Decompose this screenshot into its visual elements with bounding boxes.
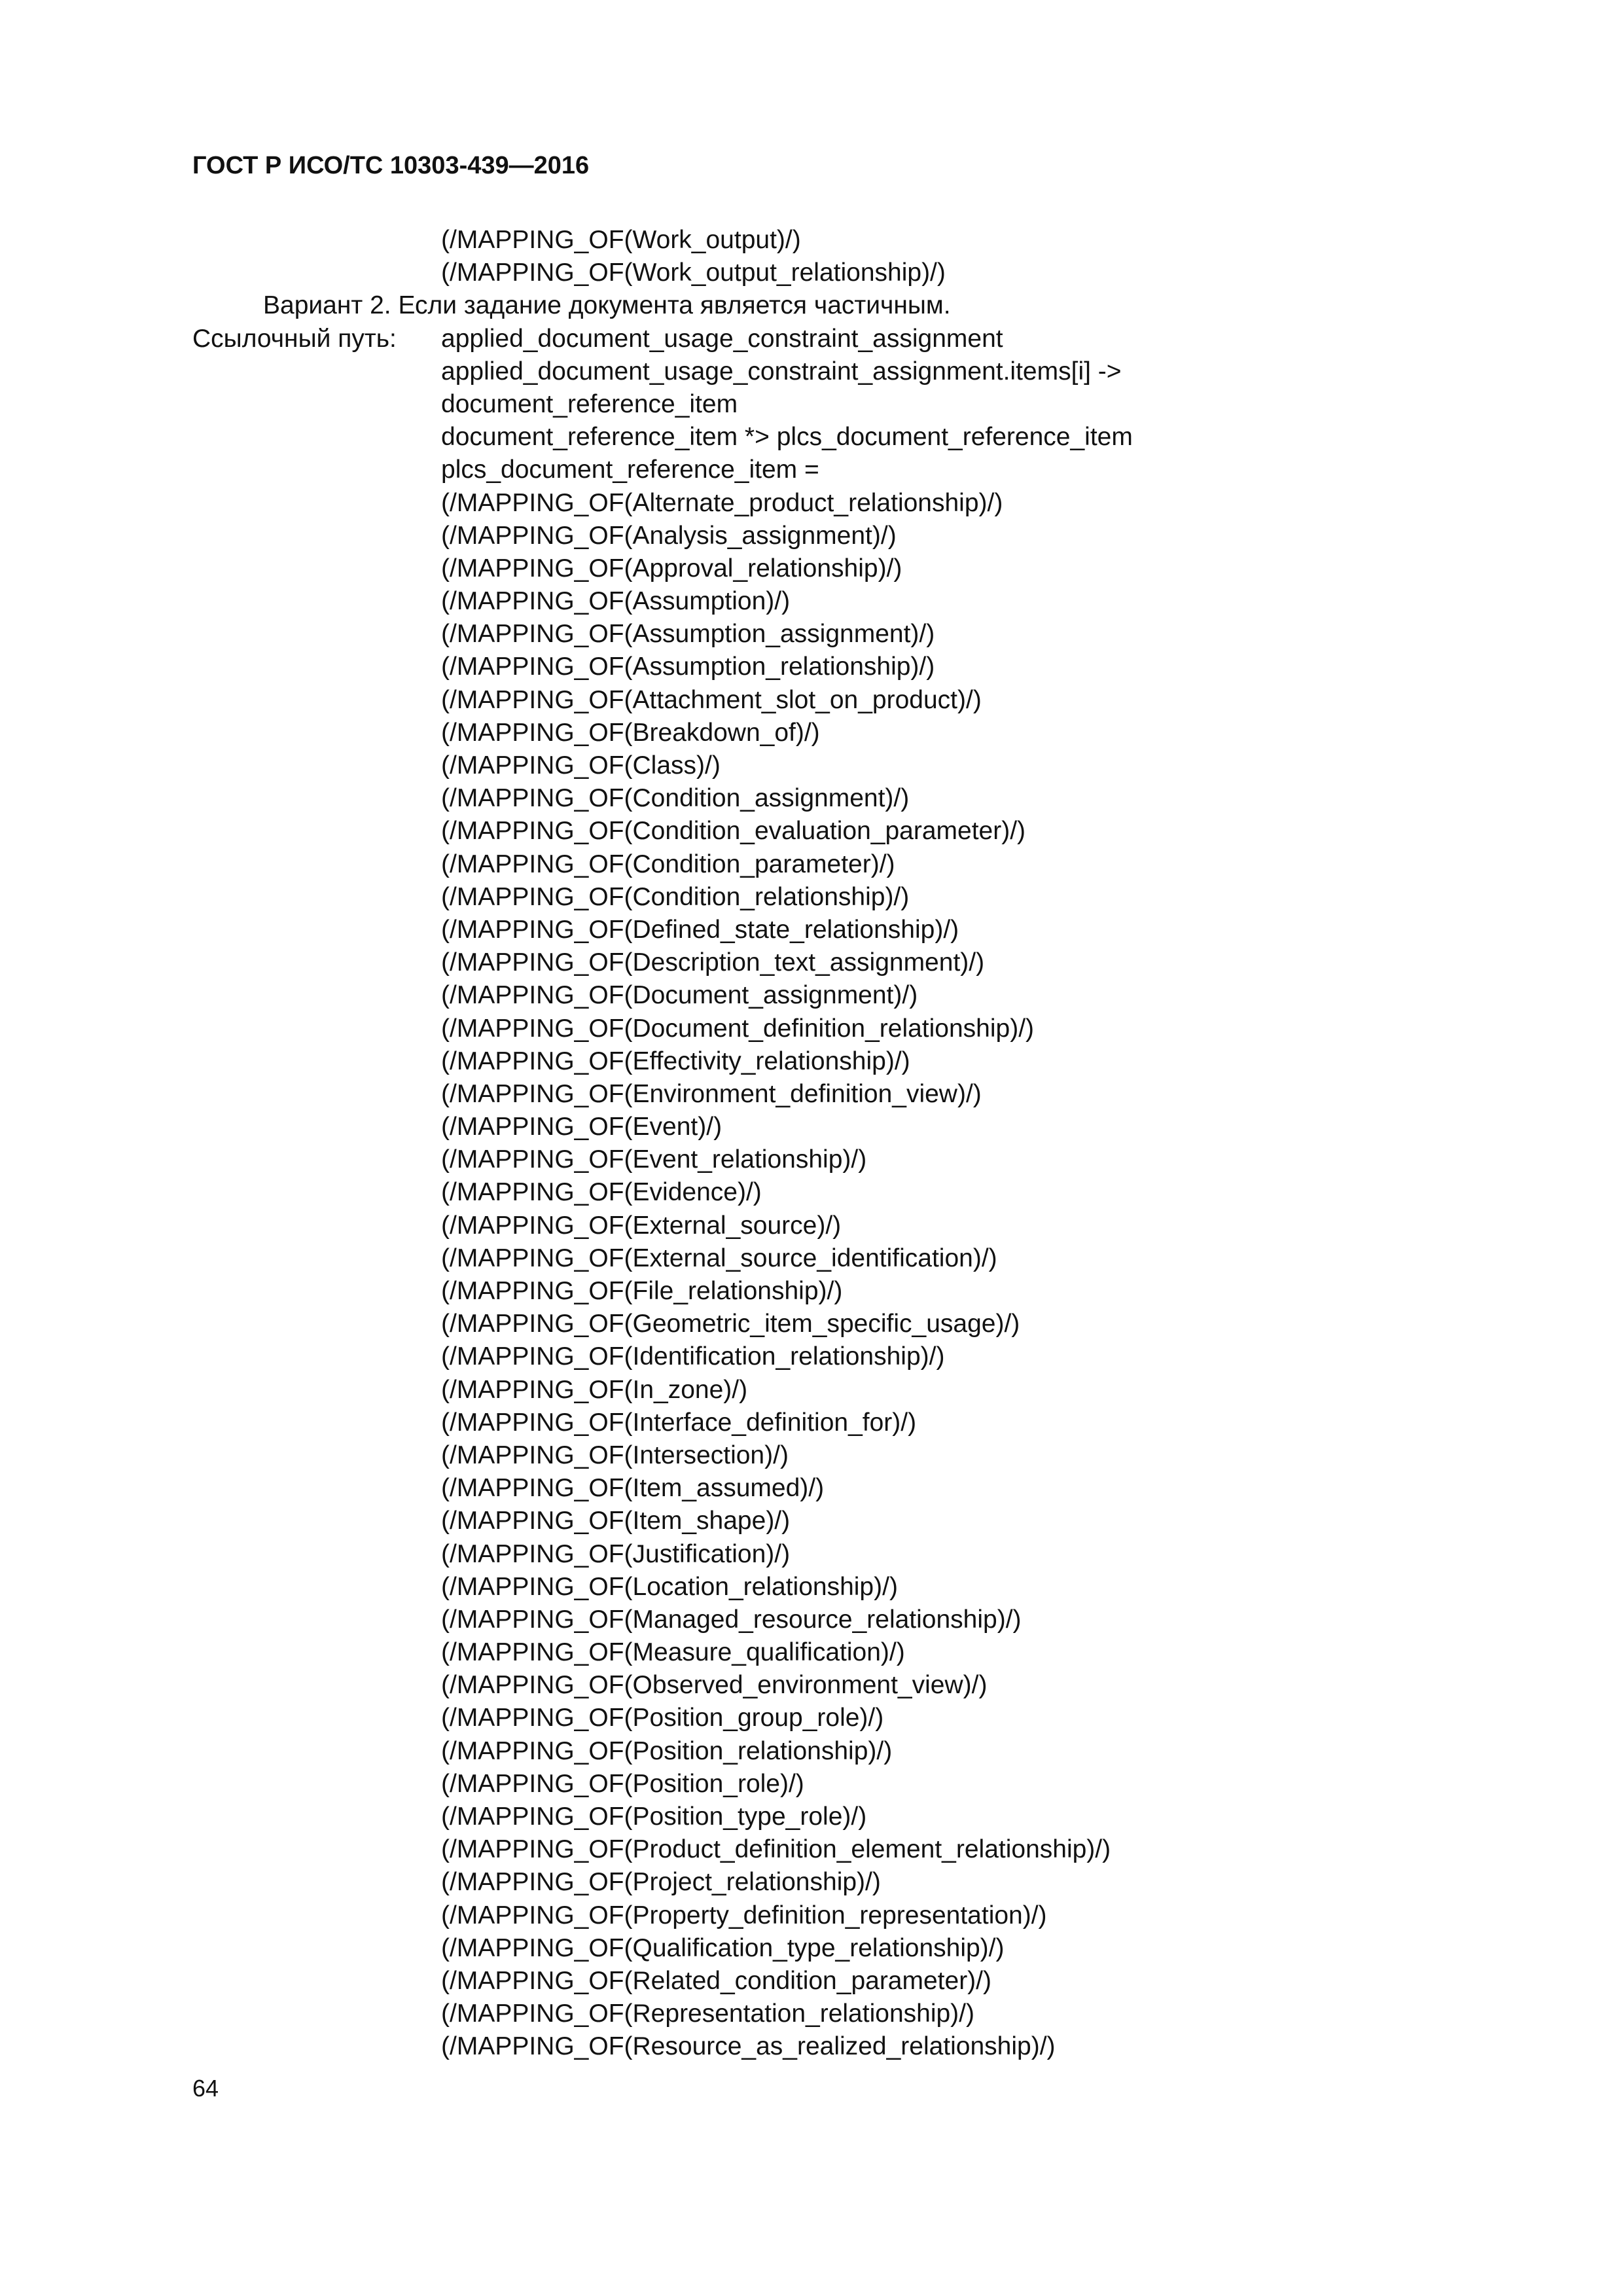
code-line: (/MAPPING_OF(Approval_relationship)/) [441, 554, 902, 583]
code-line: (/MAPPING_OF(Managed_resource_relationship)/) [441, 1605, 1022, 1634]
reference-path-lines [0, 355, 1623, 2064]
code-line: (/MAPPING_OF(External_source_identification)/) [441, 1244, 997, 1272]
code-line: (/MAPPING_OF(Property_definition_representation)/) [441, 1901, 1047, 1929]
code-line: (/MAPPING_OF(Event)/) [441, 1113, 722, 1141]
mapping-content [0, 224, 1623, 2064]
variant-text: Вариант 2. Если задание документа является частичным. [263, 291, 951, 320]
code-line: (/MAPPING_OF(Position_relationship)/) [441, 1736, 893, 1765]
code-line: (/MAPPING_OF(Alternate_product_relationship)/) [441, 488, 1003, 517]
code-line: plcs_document_reference_item = [441, 456, 819, 484]
code-line: (/MAPPING_OF(Product_definition_element_relationship)/) [441, 1835, 1111, 1864]
code-line: (/MAPPING_OF(Item_assumed)/) [441, 1474, 825, 1503]
document-header-title: ГОСТ Р ИСО/ТС 10303-439—2016 [192, 152, 590, 179]
code-line: (/MAPPING_OF(Assumption)/) [441, 587, 791, 616]
code-line: (/MAPPING_OF(Condition_relationship)/) [441, 882, 910, 911]
intro-line: (/MAPPING_OF(Work_output)/) [441, 226, 801, 254]
code-line: (/MAPPING_OF(Identification_relationship)/) [441, 1342, 945, 1371]
code-line: (/MAPPING_OF(Observed_environment_view)/) [441, 1671, 988, 1700]
page-number: 64 [192, 2075, 219, 2102]
code-line: (/MAPPING_OF(Resource_as_realized_relationship)/) [441, 2032, 1056, 2061]
code-line: (/MAPPING_OF(Position_role)/) [441, 1769, 804, 1798]
reference-path-row [0, 323, 1623, 355]
code-line: (/MAPPING_OF(Interface_definition_for)/) [441, 1408, 917, 1437]
code-line: (/MAPPING_OF(Related_condition_parameter)/) [441, 1966, 991, 1995]
code-line: (/MAPPING_OF(Measure_qualification)/) [441, 1638, 905, 1667]
code-line: (/MAPPING_OF(Item_shape)/) [441, 1507, 791, 1535]
code-line: (/MAPPING_OF(Position_group_role)/) [441, 1704, 884, 1732]
reference-path-label: Ссылочный путь: [192, 324, 397, 353]
code-line: applied_document_usage_constraint_assignment.items[i] -> [441, 357, 1122, 386]
code-line: (/MAPPING_OF(Condition_parameter)/) [441, 850, 895, 878]
intro-line: (/MAPPING_OF(Work_output_relationship)/) [441, 259, 946, 287]
code-line: (/MAPPING_OF(Effectivity_relationship)/) [441, 1047, 910, 1075]
code-line: (/MAPPING_OF(Class)/) [441, 751, 721, 780]
code-line: (/MAPPING_OF(Analysis_assignment)/) [441, 521, 897, 550]
code-line: (/MAPPING_OF(Representation_relationship)/) [441, 2000, 974, 2028]
code-line: (/MAPPING_OF(Assumption_assignment)/) [441, 620, 935, 649]
code-line: (/MAPPING_OF(Document_definition_relationship)/) [441, 1014, 1035, 1043]
code-line: (/MAPPING_OF(Qualification_type_relationship)/) [441, 1933, 1005, 1962]
code-line: (/MAPPING_OF(Condition_evaluation_parameter)/) [441, 817, 1026, 846]
code-line: (/MAPPING_OF(Position_type_role)/) [441, 1803, 867, 1831]
code-line: (/MAPPING_OF(In_zone)/) [441, 1375, 748, 1404]
code-line: (/MAPPING_OF(Justification)/) [441, 1539, 791, 1568]
code-line: (/MAPPING_OF(Project_relationship)/) [441, 1868, 881, 1897]
code-line: (/MAPPING_OF(Breakdown_of)/) [441, 718, 820, 747]
code-line: (/MAPPING_OF(Document_assignment)/) [441, 981, 918, 1010]
code-line: (/MAPPING_OF(External_source)/) [441, 1211, 842, 1240]
code-line: (/MAPPING_OF(Event_relationship)/) [441, 1145, 867, 1174]
code-line: (/MAPPING_OF(Intersection)/) [441, 1441, 789, 1469]
code-line: (/MAPPING_OF(Location_relationship)/) [441, 1572, 898, 1601]
code-line: (/MAPPING_OF(Assumption_relationship)/) [441, 653, 935, 681]
code-line: (/MAPPING_OF(Defined_state_relationship)/) [441, 915, 959, 944]
code-line: (/MAPPING_OF(Geometric_item_specific_usage)/) [441, 1310, 1020, 1338]
code-line: (/MAPPING_OF(Environment_definition_view)/) [441, 1079, 982, 1108]
intro-lines [0, 224, 1623, 289]
code-line: document_reference_item [441, 389, 738, 418]
code-line: (/MAPPING_OF(Condition_assignment)/) [441, 784, 910, 813]
code-line: (/MAPPING_OF(File_relationship)/) [441, 1277, 843, 1305]
code-line: (/MAPPING_OF(Evidence)/) [441, 1178, 762, 1207]
code-line: document_reference_item *> plcs_document_reference_item [441, 423, 1133, 452]
code-line: (/MAPPING_OF(Description_text_assignment)/) [441, 948, 985, 977]
reference-path-first-item: applied_document_usage_constraint_assignment [441, 324, 1003, 353]
code-line: (/MAPPING_OF(Attachment_slot_on_product)/) [441, 685, 982, 714]
